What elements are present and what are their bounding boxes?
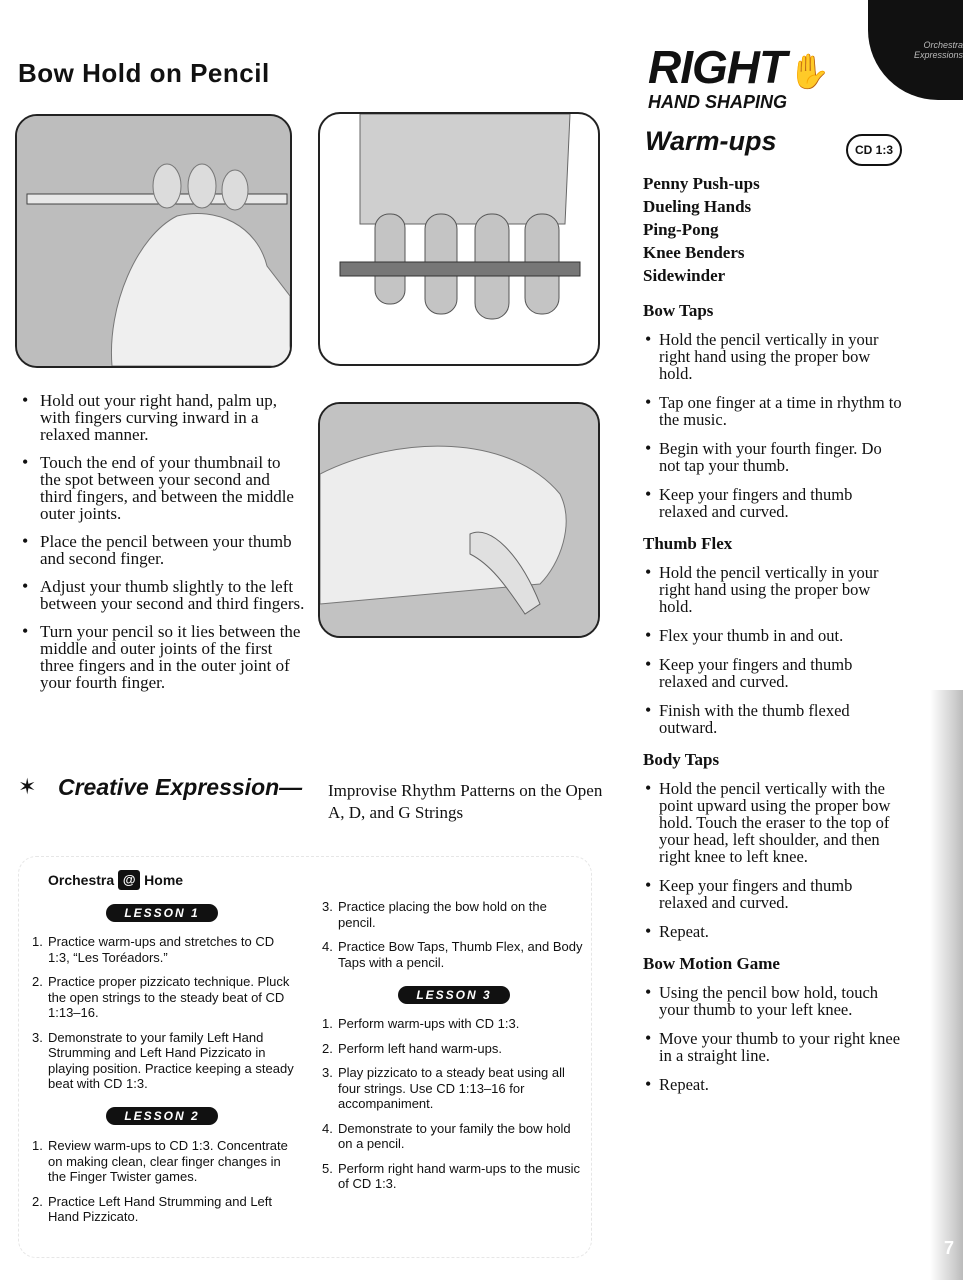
section-title-thumb-flex: Thumb Flex	[643, 534, 733, 553]
list-item: • Begin with your fourth finger. Do not tap your thumb.	[643, 440, 903, 474]
lesson-1-list	[32, 934, 294, 1101]
list-item: • Tap one finger at a time in rhythm to the music.	[643, 394, 903, 428]
right-heading: RIGHT	[648, 41, 787, 93]
list-item: • Touch the end of your thumbnail to the spot between your second and third fingers, and between the middle outer joints.	[20, 454, 305, 522]
list-item: 1. Practice warm-ups and stretches to CD 1:3, “Les Toréadors.”	[32, 934, 275, 965]
sparkle-icon: ✶	[18, 774, 37, 799]
warmup-list	[643, 172, 903, 287]
list-item: • Hold the pencil vertically in your right hand using the proper bow hold.	[643, 331, 903, 382]
list-item: • Keep your fingers and thumb relaxed and curved.	[643, 877, 903, 911]
section-title-bow-motion-game: Bow Motion Game	[643, 954, 780, 973]
warmups-heading: Warm-ups	[645, 126, 777, 156]
house-at-icon: @	[118, 870, 140, 890]
list-item: Sidewinder	[643, 266, 726, 285]
list-item: 4. Demonstrate to your family the bow hold on a pencil.	[322, 1120, 571, 1151]
list-item: • Keep your fingers and thumb relaxed and curved.	[643, 486, 903, 520]
page-title: Bow Hold on Pencil	[18, 58, 270, 88]
list-item: 2. Practice proper pizzicato technique. Pluck the open strings to the steady beat of CD 1:13–16.	[32, 974, 290, 1020]
bow-hold-steps	[20, 392, 305, 702]
lesson-2-list-part-1	[32, 1138, 294, 1234]
lesson-2-badge: LESSON 2	[106, 1107, 218, 1125]
list-item: 3. Play pizzicato to a steady beat using all four strings. Use CD 1:13–16 for accompaniment.	[322, 1065, 565, 1111]
list-item: • Adjust your thumb slightly to the left between your second and third fingers.	[20, 578, 305, 612]
lesson-1-badge: LESSON 1	[106, 904, 218, 922]
body-taps-list	[643, 780, 903, 940]
orchestra-home-label-left: Orchestra	[48, 872, 115, 888]
list-item: • Hold the pencil vertically in your right hand using the proper bow hold.	[643, 564, 903, 615]
list-item: 2. Perform left hand warm-ups.	[322, 1040, 503, 1056]
thumb-position-illustration	[320, 404, 598, 636]
hand-icon: ✋	[788, 54, 831, 91]
lesson-3-list	[322, 1016, 586, 1201]
list-item: 3. Demonstrate to your family Left Hand Strumming and Left Hand Pizzicato in playing position. Practice keeping a steady beat with CD 1:3.	[32, 1029, 294, 1091]
orchestra-home-label	[48, 870, 183, 890]
photo-thumb-position	[318, 402, 600, 638]
list-item: • Using the pencil bow hold, touch your thumb to your left knee.	[643, 984, 903, 1018]
list-item: 5. Perform right hand warm-ups to the music of CD 1:3.	[322, 1160, 581, 1191]
list-item: 1. Perform warm-ups with CD 1:3.	[322, 1016, 520, 1031]
creative-expression-title: Creative Expression—	[58, 774, 303, 800]
list-item: 3. Practice placing the bow hold on the pencil.	[322, 899, 547, 930]
list-item: 4. Practice Bow Taps, Thumb Flex, and Body Taps with a pencil.	[322, 939, 583, 970]
list-item: 1. Review warm-ups to CD 1:3. Concentrate on making clean, clear finger changes in the Finger Twister games.	[32, 1138, 288, 1184]
list-item: • Turn your pencil so it lies between the middle and outer joints of the first three fingers and in the outer joint of your fourth finger.	[20, 623, 305, 691]
lesson-3-badge: LESSON 3	[398, 986, 510, 1004]
list-item: • Hold the pencil vertically with the point upward using the proper bow hold. Touch the eraser to the top of your head, left shoulder, and then right knee to left knee.	[643, 780, 903, 865]
page-number: 7	[944, 1238, 955, 1258]
list-item: • Place the pencil between your thumb and second finger.	[20, 533, 305, 567]
list-item: • Hold out your right hand, palm up, with fingers curving inward in a relaxed manner.	[20, 392, 305, 443]
list-item: • Keep your fingers and thumb relaxed and curved.	[643, 656, 903, 690]
corner-logo-text: Orchestra Expressions	[913, 40, 963, 60]
list-item: • Flex your thumb in and out.	[643, 627, 903, 644]
orchestra-home-label-right: Home	[144, 872, 184, 888]
section-title-body-taps: Body Taps	[643, 750, 720, 769]
page-edge-shade	[930, 690, 963, 1280]
list-item: • Repeat.	[643, 1076, 903, 1093]
hand-pencil-illustration	[17, 116, 290, 366]
list-item: Penny Push-ups	[643, 174, 760, 193]
creative-expression-subtitle: Improvise Rhythm Patterns on the Open A, D, and G Strings	[328, 781, 603, 822]
lesson-2-list-part-2	[322, 899, 586, 979]
thumb-flex-list	[643, 564, 903, 736]
cd-badge: CD 1:3	[846, 134, 902, 166]
right-column	[643, 172, 903, 1105]
bow-motion-game-list	[643, 984, 903, 1093]
photo-fingers-pencil	[318, 112, 600, 366]
list-item: Ping-Pong	[643, 220, 719, 239]
list-item: • Move your thumb to your right knee in a straight line.	[643, 1030, 903, 1064]
section-title-bow-taps: Bow Taps	[643, 301, 714, 320]
bow-taps-list	[643, 331, 903, 520]
list-item: 2. Practice Left Hand Strumming and Left Hand Pizzicato.	[32, 1193, 273, 1224]
list-item: • Repeat.	[643, 923, 903, 940]
hand-shaping-heading: HAND SHAPING	[648, 92, 788, 112]
list-item: • Finish with the thumb flexed outward.	[643, 702, 903, 736]
photo-pencil-hold	[15, 114, 292, 368]
list-item: Dueling Hands	[643, 197, 752, 216]
list-item: Knee Benders	[643, 243, 745, 262]
fingers-over-pencil-illustration	[320, 114, 598, 364]
